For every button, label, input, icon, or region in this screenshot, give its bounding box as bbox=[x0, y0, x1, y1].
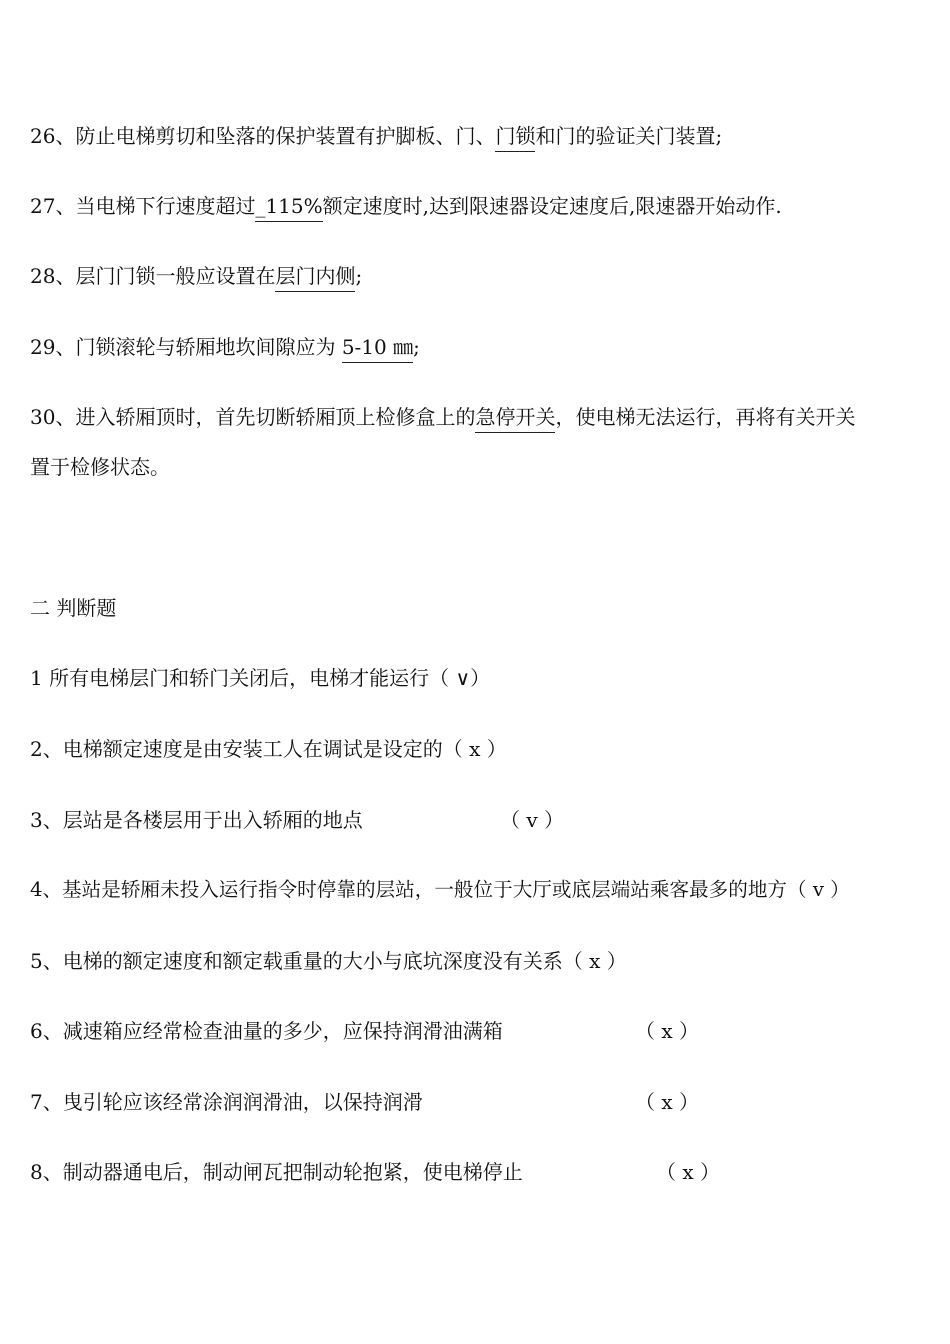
question-27 bbox=[30, 192, 782, 222]
answer-blank: 5-10 ㎜ bbox=[342, 334, 413, 363]
question-26 bbox=[30, 122, 722, 152]
tf-item-1: 1 所有电梯层门和轿门关闭后，电梯才能运行（ ∨） bbox=[30, 666, 491, 690]
tf-item-6-answer: （ x ） bbox=[635, 1019, 699, 1043]
answer-blank: 门锁 bbox=[495, 123, 535, 152]
tf-item-3: 3、层站是各楼层用于出入轿厢的地点 bbox=[30, 808, 363, 832]
tf-item-6: 6、减速箱应经常检查油量的多少，应保持润滑油满箱 bbox=[30, 1019, 503, 1043]
tf-item-4: 4、基站是轿厢未投入运行指令时停靠的层站，一般位于大厅或底层端站乘客最多的地方（ v ） bbox=[30, 878, 850, 901]
tf-item-5: 5、电梯的额定速度和额定载重量的大小与底坑深度没有关系（ x ） bbox=[30, 949, 627, 973]
tf-item-3-answer: （ v ） bbox=[500, 808, 565, 832]
question-29 bbox=[30, 333, 420, 363]
question-text: 26、防止电梯剪切和坠落的保护装置有护脚板、门、 bbox=[30, 124, 496, 148]
question-30-continuation: 置于检修状态。 bbox=[30, 455, 170, 479]
tf-item-8-answer: （ x ） bbox=[656, 1160, 720, 1184]
question-text: 28、层门门锁一般应设置在 bbox=[30, 264, 276, 288]
answer-blank: 急停开关 bbox=[475, 404, 555, 433]
tf-item-7-answer: （ x ） bbox=[635, 1090, 699, 1114]
tf-item-8: 8、制动器通电后，制动闸瓦把制动轮抱紧，使电梯停止 bbox=[30, 1160, 523, 1184]
question-text: ; bbox=[355, 264, 363, 288]
tf-item-2: 2、电梯额定速度是由安装工人在调试是设定的（ x ） bbox=[30, 737, 507, 761]
question-text: 额定速度时,达到限速器设定速度后,限速器开始动作. bbox=[322, 194, 782, 218]
question-text: 30、进入轿厢顶时，首先切断轿厢顶上检修盒上的 bbox=[30, 405, 476, 429]
answer-blank: _115% bbox=[255, 193, 322, 222]
question-30 bbox=[30, 403, 855, 433]
question-text: 29、门锁滚轮与轿厢地坎间隙应为 bbox=[30, 335, 342, 359]
question-text: ; bbox=[413, 335, 420, 359]
question-text: 27、当电梯下行速度超过 bbox=[30, 194, 256, 218]
section-title: 二 判断题 bbox=[30, 596, 117, 620]
question-28 bbox=[30, 262, 362, 292]
answer-blank: 层门内侧 bbox=[275, 263, 355, 292]
question-text: 和门的验证关门装置; bbox=[535, 124, 723, 148]
tf-item-7: 7、曳引轮应该经常涂润润滑油，以保持润滑 bbox=[30, 1090, 423, 1114]
question-text: ，使电梯无法运行，再将有关开关 bbox=[555, 405, 856, 429]
